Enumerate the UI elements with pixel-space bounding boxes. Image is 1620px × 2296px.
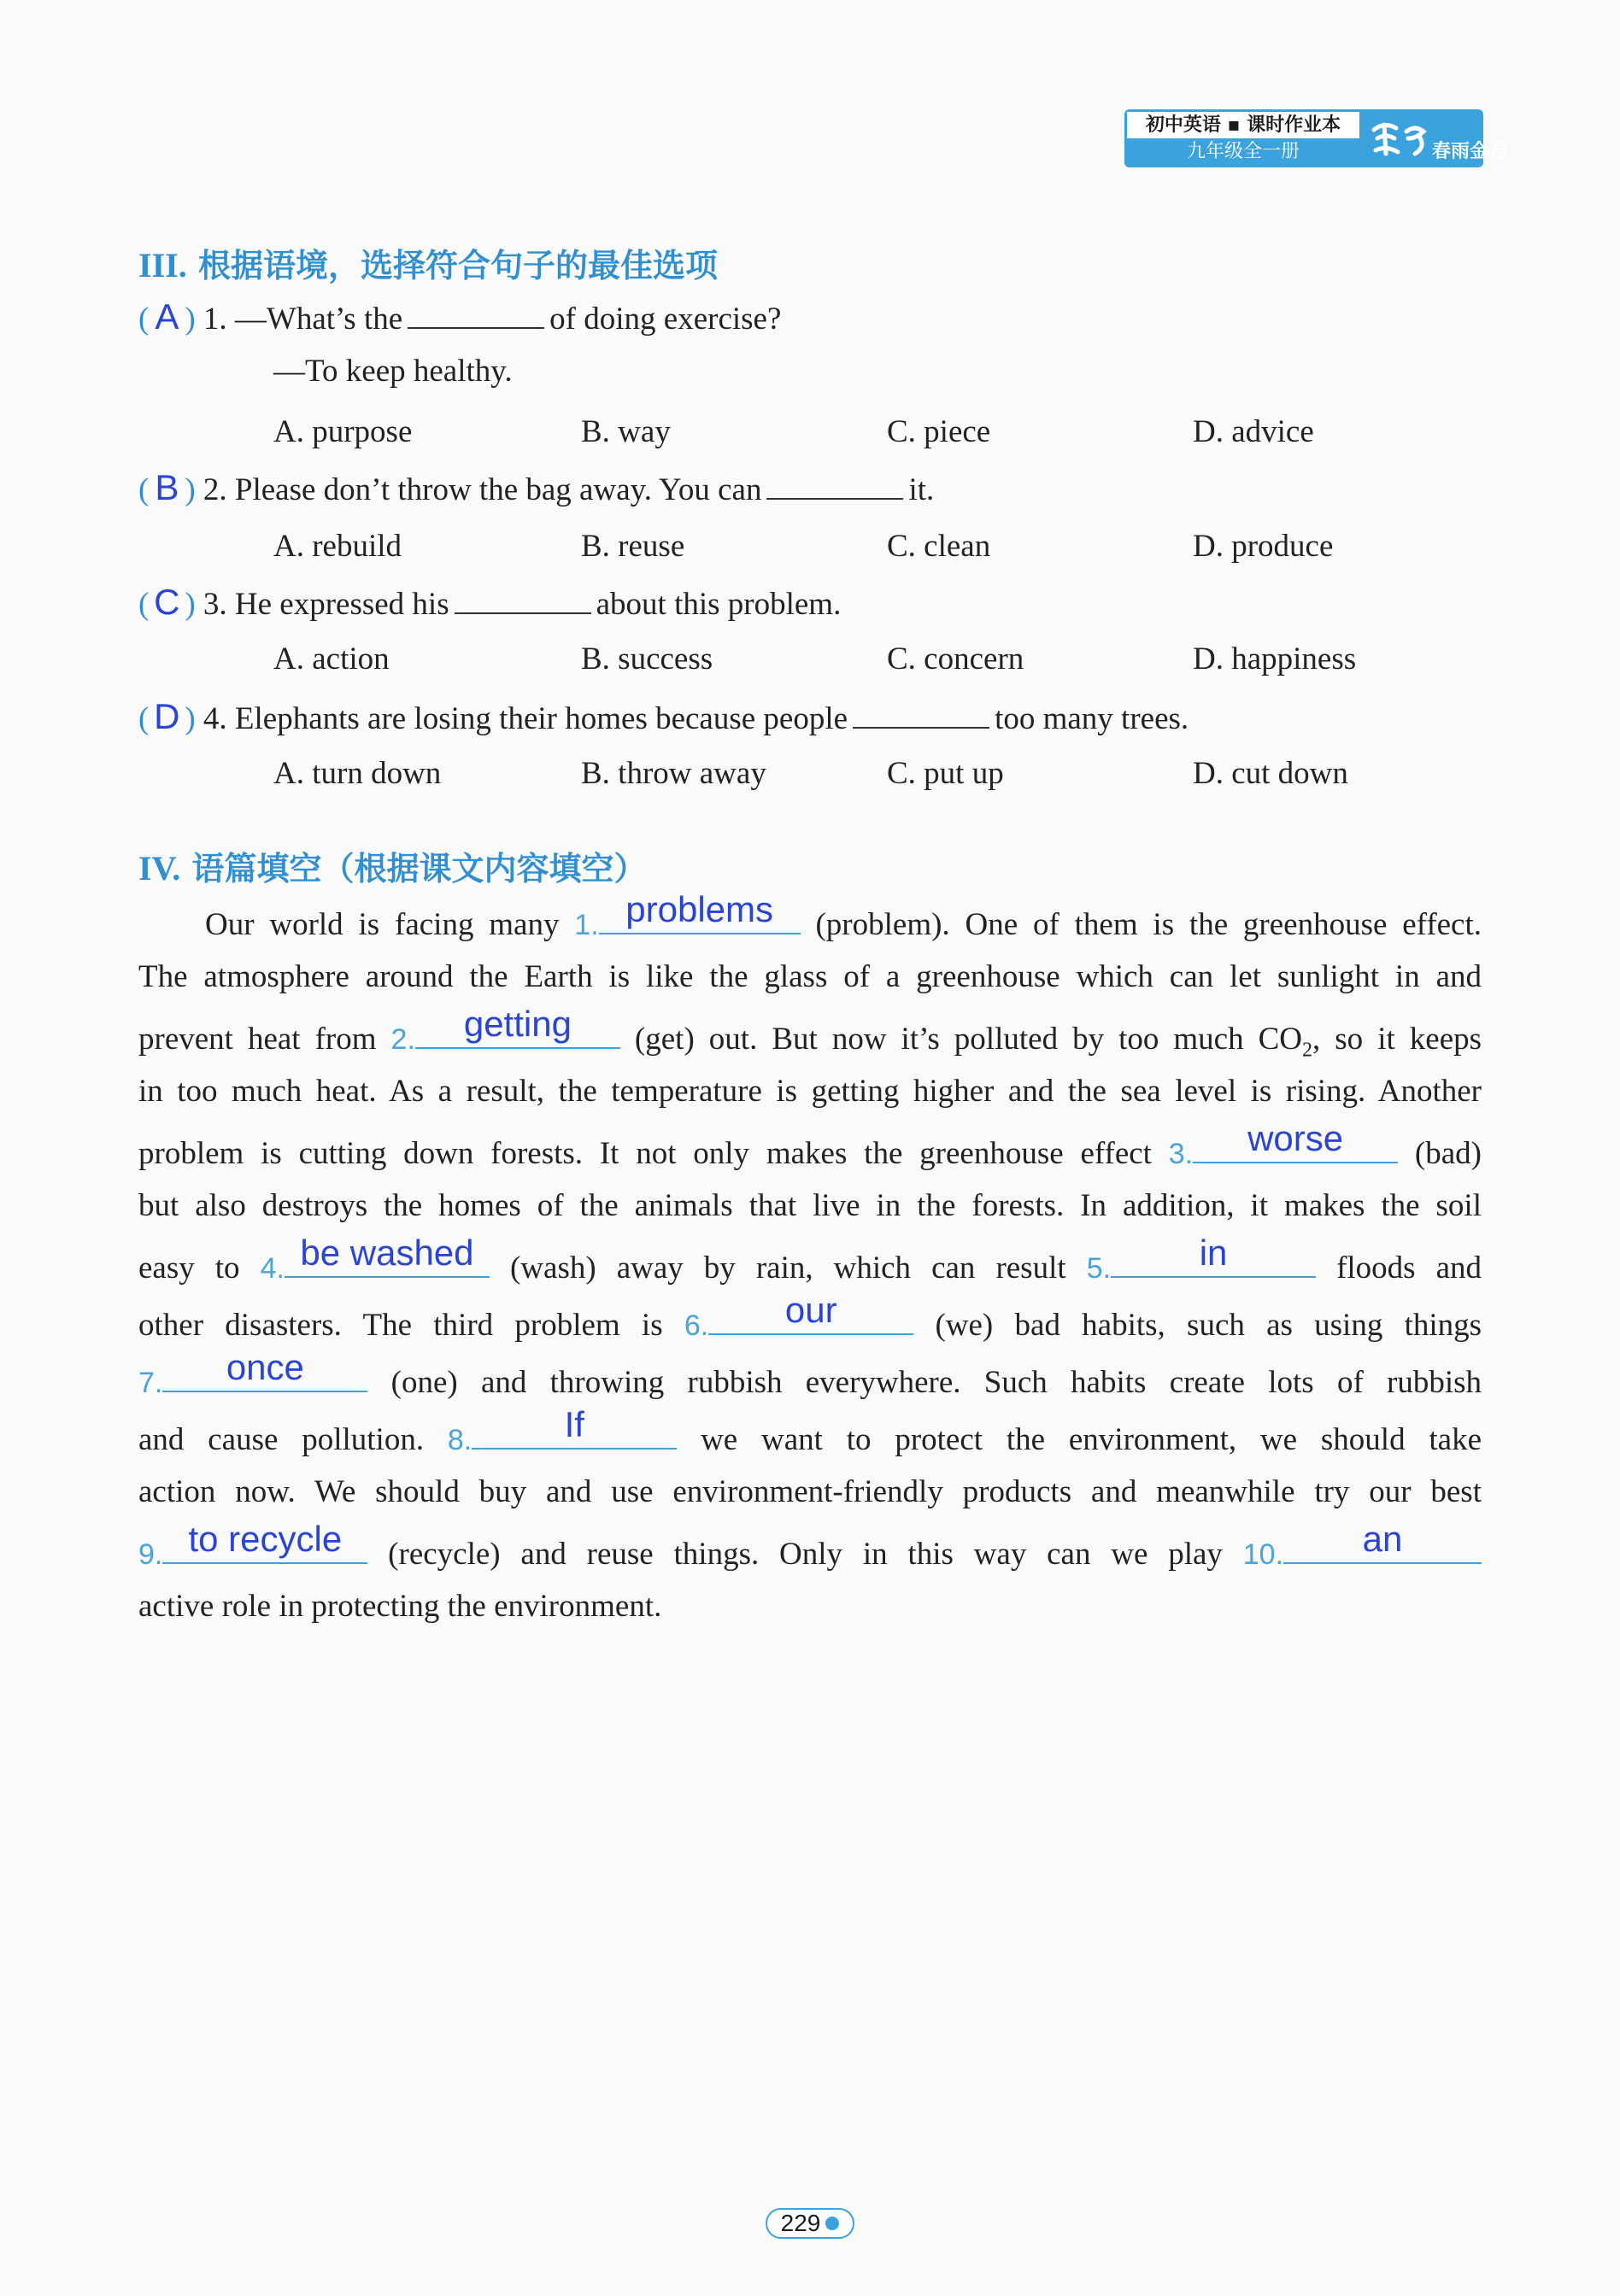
q1-option-b: B. way bbox=[581, 414, 671, 449]
section-3-title bbox=[138, 239, 718, 286]
blank-7-hint: (one) bbox=[390, 1365, 458, 1400]
blank-2-hint: (get) bbox=[634, 1022, 695, 1057]
question-1-stem-end: of doing exercise? bbox=[549, 302, 782, 337]
blank-2-answer: getting bbox=[463, 1004, 572, 1044]
section-3-heading: 根据语境，选择符合句子的最佳选项 bbox=[197, 247, 718, 284]
q1-option-c: C. piece bbox=[887, 414, 991, 449]
q2-option-a: A. rebuild bbox=[273, 529, 402, 564]
q4-option-c: C. put up bbox=[887, 756, 1004, 791]
section-4-title bbox=[138, 842, 647, 889]
blank-3 bbox=[1193, 1118, 1398, 1163]
q3-option-b: B. success bbox=[581, 641, 713, 676]
passage-line-10: and cause pollution. 8. If we want to protect the environment, we should take bbox=[138, 1404, 1482, 1457]
question-2: ( B ) 2. Please don’t throw the bag away. You can it. bbox=[138, 467, 935, 507]
blank-2 bbox=[415, 1004, 620, 1049]
blank-6-hint: (we) bbox=[935, 1308, 994, 1343]
badge-title-top: 初中英语 ▪ 课时作业本 bbox=[1127, 112, 1359, 138]
badge-title-bottom: 九年级全一册 bbox=[1127, 138, 1359, 165]
blank-7-answer: once bbox=[226, 1347, 304, 1387]
q2-option-b: B. reuse bbox=[581, 529, 685, 564]
page-dot-icon bbox=[825, 2217, 839, 2230]
blank-7 bbox=[162, 1347, 367, 1392]
q2-option-d: D. produce bbox=[1193, 529, 1334, 564]
section-3-number: III. bbox=[138, 246, 187, 284]
page-number bbox=[766, 2208, 854, 2239]
blank-10-number: 10. bbox=[1242, 1538, 1284, 1571]
question-4-stem-end: too many trees. bbox=[995, 701, 1189, 736]
question-4-stem: 4. Elephants are losing their homes because people bbox=[202, 701, 848, 736]
blank-6 bbox=[708, 1290, 913, 1335]
brand-text: 春雨金卷 bbox=[1432, 141, 1508, 162]
question-4-blank bbox=[853, 701, 989, 729]
blank-10 bbox=[1283, 1519, 1482, 1564]
passage-line-9: 7. once (one) and throwing rubbish everywhere. Such habits create lots of rubbish bbox=[138, 1347, 1482, 1400]
blank-8 bbox=[472, 1404, 677, 1450]
blank-8-answer: If bbox=[564, 1404, 584, 1444]
passage-line-13: active role in protecting the environment. bbox=[138, 1589, 662, 1624]
section-4-heading: 语篇填空（根据课文内容填空） bbox=[191, 850, 647, 887]
question-1-blank bbox=[408, 302, 544, 329]
blank-9-hint: (recycle) bbox=[388, 1537, 501, 1572]
passage-line-5: problem is cutting down forests. It not only makes the greenhouse effect 3. worse (bad) bbox=[138, 1118, 1482, 1171]
badge-title-box bbox=[1124, 109, 1362, 167]
answer-2: B bbox=[155, 467, 179, 507]
page-number-text: 229 bbox=[780, 2210, 821, 2236]
answer-4: D bbox=[154, 696, 180, 736]
q2-option-c: C. clean bbox=[887, 529, 991, 564]
q4-option-d: D. cut down bbox=[1193, 756, 1348, 791]
blank-4-answer: be washed bbox=[300, 1233, 474, 1273]
passage-line-1: Our world is facing many 1. problems (problem). One of them is the greenhouse effect. bbox=[205, 889, 1482, 942]
header-badge bbox=[1124, 109, 1508, 167]
blank-8-number: 8. bbox=[447, 1424, 472, 1456]
blank-4 bbox=[285, 1233, 490, 1278]
blank-9 bbox=[162, 1519, 367, 1564]
passage-line-6: but also destroys the homes of the animals that live in the forests. In addition, it makes the soil bbox=[138, 1188, 1482, 1223]
blank-5-answer: in bbox=[1199, 1233, 1228, 1273]
blank-1-number: 1. bbox=[574, 909, 599, 941]
question-2-stem: 2. Please don’t throw the bag away. You can bbox=[202, 472, 762, 507]
blank-4-hint: (wash) bbox=[509, 1250, 596, 1286]
question-2-blank bbox=[766, 472, 903, 500]
blank-6-number: 6. bbox=[684, 1309, 709, 1342]
question-3-blank bbox=[455, 587, 591, 614]
blank-2-number: 2. bbox=[390, 1023, 415, 1056]
blank-4-number: 4. bbox=[260, 1252, 285, 1285]
blank-3-number: 3. bbox=[1168, 1138, 1194, 1170]
blank-5 bbox=[1111, 1233, 1316, 1278]
blank-6-answer: our bbox=[784, 1290, 837, 1330]
question-3-stem-end: about this problem. bbox=[596, 587, 842, 622]
passage-line-8: other disasters. The third problem is 6. our (we) bad habits, such as using things bbox=[138, 1290, 1482, 1343]
q1-option-a: A. purpose bbox=[273, 414, 413, 449]
blank-1 bbox=[599, 889, 801, 934]
q4-option-a: A. turn down bbox=[273, 756, 442, 791]
blank-10-answer: an bbox=[1362, 1519, 1403, 1559]
passage-line-4: in too much heat. As a result, the temperature is getting higher and the sea level is rising. Another bbox=[138, 1074, 1482, 1109]
blank-1-hint: (problem). bbox=[815, 907, 950, 942]
q3-option-c: C. concern bbox=[887, 641, 1024, 676]
q3-option-d: D. happiness bbox=[1193, 641, 1357, 676]
answer-3: C bbox=[154, 582, 180, 622]
answer-1: A bbox=[155, 296, 179, 337]
passage-line-2: The atmosphere around the Earth is like the glass of a greenhouse which can let sunlight in and bbox=[138, 959, 1482, 994]
question-1-reply: —To keep healthy. bbox=[273, 354, 513, 389]
question-1: ( A ) 1. —What’s the of doing exercise? bbox=[138, 296, 782, 337]
blank-7-number: 7. bbox=[138, 1367, 163, 1399]
blank-9-answer: to recycle bbox=[188, 1519, 343, 1559]
question-2-stem-end: it. bbox=[908, 472, 935, 507]
blank-9-number: 9. bbox=[138, 1538, 163, 1571]
passage-line-7: easy to 4. be washed (wash) away by rain, which can result 5. in floods and bbox=[138, 1233, 1482, 1286]
question-4: ( D ) 4. Elephants are losing their homes because people too many trees. bbox=[138, 696, 1189, 736]
blank-3-answer: worse bbox=[1247, 1118, 1344, 1158]
section-4-number: IV. bbox=[138, 849, 181, 887]
question-3-stem: 3. He expressed his bbox=[202, 587, 449, 622]
blank-1-answer: problems bbox=[625, 889, 774, 929]
passage-line-3: prevent heat from 2. getting (get) out. But now it’s polluted by too much $CO_2$, so it keeps bbox=[138, 1004, 1482, 1062]
blank-5-number: 5. bbox=[1086, 1252, 1112, 1285]
q1-option-d: D. advice bbox=[1193, 414, 1314, 449]
brand-logo bbox=[1362, 109, 1508, 167]
q3-option-a: A. action bbox=[273, 641, 390, 676]
passage-line-11: action now. We should buy and use environment-friendly products and meanwhile try our best bbox=[138, 1474, 1482, 1509]
blank-3-hint: (bad) bbox=[1414, 1136, 1482, 1171]
q4-option-b: B. throw away bbox=[581, 756, 766, 791]
brand-logo-icon bbox=[1367, 113, 1508, 164]
passage-line-12: 9. to recycle (recycle) and reuse things. Only in this way can we play 10. an bbox=[138, 1533, 1482, 1570]
question-3: ( C ) 3. He expressed his about this problem. bbox=[138, 582, 842, 622]
question-1-stem: 1. —What’s the bbox=[202, 302, 403, 337]
